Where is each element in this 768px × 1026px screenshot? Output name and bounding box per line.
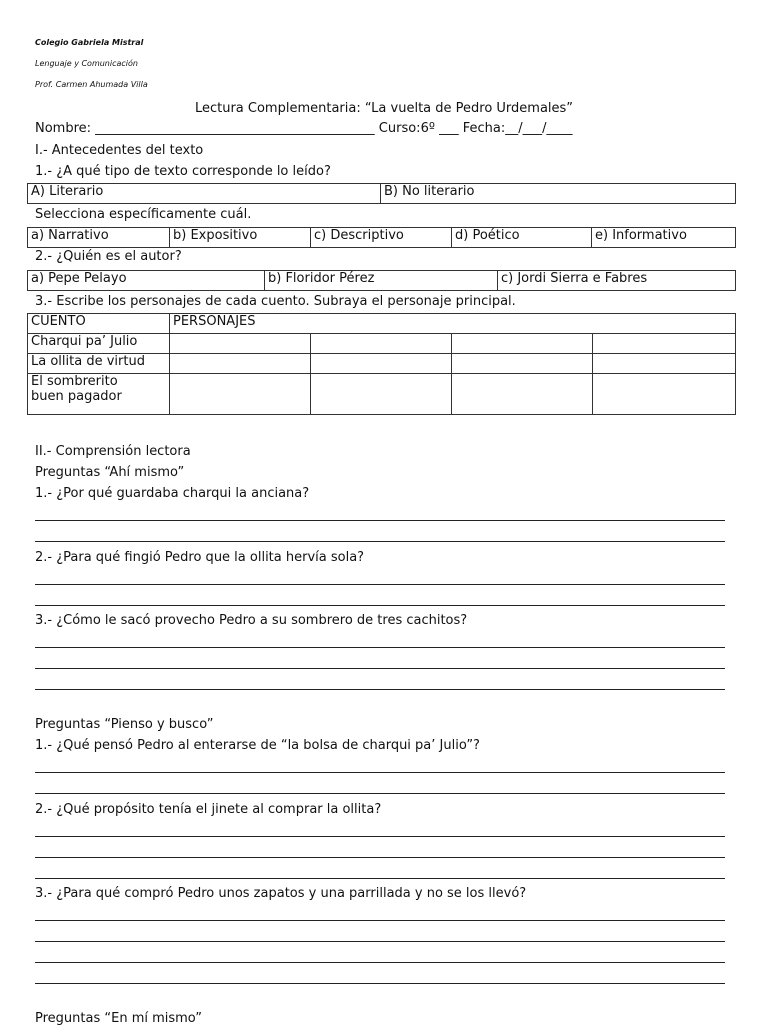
q3-text: 3.- Escribe los personajes de cada cuento. Subraya el personaje principal. (35, 294, 516, 309)
group3-heading: Preguntas “En mí mismo” (35, 1011, 203, 1026)
option-expositivo[interactable]: b) Expositivo (170, 228, 311, 248)
q2-options-table (27, 270, 736, 291)
section1-heading: I.- Antecedentes del texto (35, 143, 204, 158)
answer-line[interactable] (35, 520, 725, 521)
story-sombrerito-line1: El sombrerito (31, 374, 118, 389)
answer-line[interactable] (35, 983, 725, 984)
answer-line[interactable] (35, 857, 725, 858)
option-floridor-perez[interactable]: b) Floridor Pérez (265, 271, 498, 291)
character-cell[interactable] (593, 334, 736, 354)
answer-line[interactable] (35, 689, 725, 690)
answer-line[interactable] (35, 647, 725, 648)
character-cell[interactable] (452, 334, 593, 354)
q1-sub-text: Selecciona específicamente cuál. (35, 207, 252, 222)
answer-line[interactable] (35, 605, 725, 606)
answer-line[interactable] (35, 793, 725, 794)
student-info-line: Nombre: ___________________________________________ Curso:6º ___ Fecha:__/___/____ (35, 121, 573, 136)
character-cell[interactable] (593, 354, 736, 374)
character-cell[interactable] (170, 334, 311, 354)
character-cell[interactable] (452, 354, 593, 374)
characters-table (27, 313, 736, 415)
g1q1-text: 1.- ¿Por qué guardaba charqui la anciana? (35, 486, 310, 501)
option-pepe-pelayo[interactable]: a) Pepe Pelayo (28, 271, 265, 291)
g2q2-text: 2.- ¿Qué propósito tenía el jinete al comprar la ollita? (35, 802, 382, 817)
q2-text: 2.- ¿Quién es el autor? (35, 249, 182, 264)
option-poetico[interactable]: d) Poético (452, 228, 592, 248)
answer-line[interactable] (35, 668, 725, 669)
q1-options-table (27, 183, 736, 204)
answer-line[interactable] (35, 584, 725, 585)
option-jordi-sierra[interactable]: c) Jordi Sierra e Fabres (498, 271, 736, 291)
option-no-literario[interactable]: B) No literario (381, 184, 736, 204)
character-cell[interactable] (311, 354, 452, 374)
header-personajes: PERSONAJES (170, 314, 736, 334)
q1-sub-options-table (27, 227, 736, 248)
character-cell[interactable] (452, 374, 593, 415)
story-charqui: Charqui pa’ Julio (28, 334, 170, 354)
option-informativo[interactable]: e) Informativo (592, 228, 736, 248)
option-narrativo[interactable]: a) Narrativo (28, 228, 170, 248)
character-cell[interactable] (593, 374, 736, 415)
character-cell[interactable] (170, 354, 311, 374)
character-cell[interactable] (311, 374, 452, 415)
group2-heading: Preguntas “Pienso y busco” (35, 717, 214, 732)
q1-text: 1.- ¿A qué tipo de texto corresponde lo leído? (35, 164, 331, 179)
character-cell[interactable] (170, 374, 311, 415)
answer-line[interactable] (35, 920, 725, 921)
school-name: Colegio Gabriela Mistral (35, 38, 144, 47)
answer-line[interactable] (35, 836, 725, 837)
story-sombrerito (28, 374, 170, 415)
answer-line[interactable] (35, 941, 725, 942)
answer-line[interactable] (35, 541, 725, 542)
answer-line[interactable] (35, 772, 725, 773)
answer-line[interactable] (35, 962, 725, 963)
g1q2-text: 2.- ¿Para qué fingió Pedro que la ollita hervía sola? (35, 550, 365, 565)
story-sombrerito-line2: buen pagador (31, 389, 122, 404)
g2q3-text: 3.- ¿Para qué compró Pedro unos zapatos y una parrillada y no se los llevó? (35, 886, 527, 901)
group1-heading: Preguntas “Ahí mismo” (35, 465, 185, 480)
subject-name: Lenguaje y Comunicación (35, 59, 138, 68)
option-literario[interactable]: A) Literario (28, 184, 381, 204)
character-cell[interactable] (311, 334, 452, 354)
teacher-name: Prof. Carmen Ahumada Villa (35, 80, 148, 89)
story-ollita: La ollita de virtud (28, 354, 170, 374)
answer-line[interactable] (35, 878, 725, 879)
option-descriptivo[interactable]: c) Descriptivo (311, 228, 452, 248)
section2-heading: II.- Comprensión lectora (35, 444, 191, 459)
g2q1-text: 1.- ¿Qué pensó Pedro al enterarse de “la bolsa de charqui pa’ Julio”? (35, 738, 480, 753)
header-cuento: CUENTO (28, 314, 170, 334)
worksheet-title: Lectura Complementaria: “La vuelta de Pedro Urdemales” (194, 101, 574, 116)
g1q3-text: 3.- ¿Cómo le sacó provecho Pedro a su sombrero de tres cachitos? (35, 613, 468, 628)
